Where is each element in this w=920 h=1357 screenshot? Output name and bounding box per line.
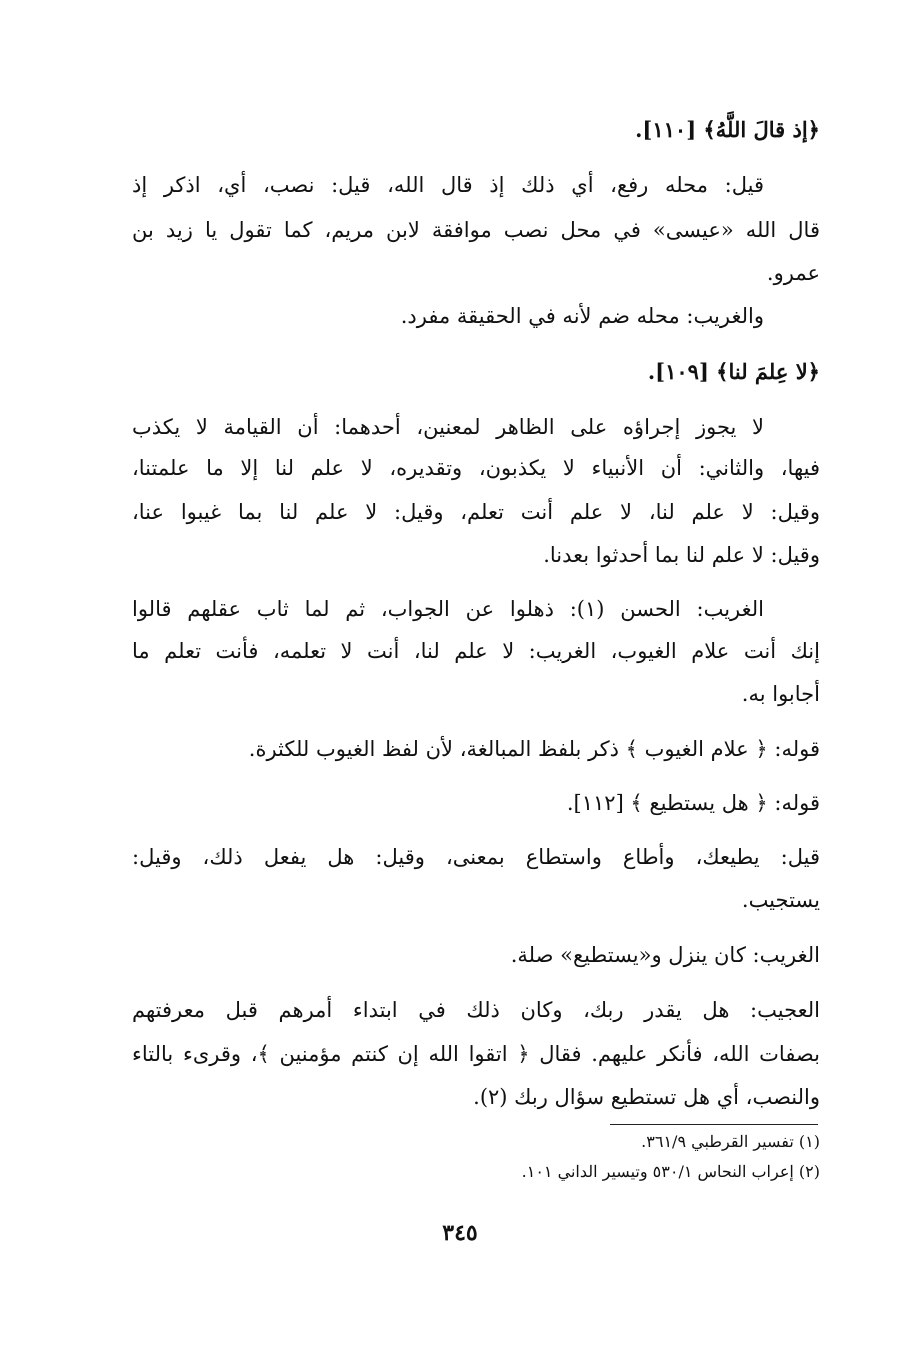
text-line: فيها، والثاني: أن الأنبياء لا يكذبون، وتقديره، لا علم لنا إلا ما علمتنا، xyxy=(132,456,820,480)
text-line: قوله: ﴿ هل يستطيع ﴾ [١١٢]. xyxy=(566,791,820,815)
text-line: إنك أنت علام الغيوب، الغريب: لا علم لنا، أنت لا تعلمه، فأنت تعلم ما xyxy=(132,639,820,663)
text-line: بصفات الله، فأنكر عليهم. فقال ﴿ اتقوا الله إن كنتم مؤمنين ﴾، وقرىء بالتاء xyxy=(132,1042,820,1066)
text-line: وقيل: لا علم لنا بما أحدثوا بعدنا. xyxy=(543,543,820,567)
text-line: قوله: ﴿ علام الغيوب ﴾ ذكر بلفظ المبالغة، لأن لفظ الغيوب للكثرة. xyxy=(248,737,820,761)
footnote-1: (١) تفسير القرطبي ٣٦١/٩. xyxy=(641,1132,820,1151)
page-number: ٣٤٥ xyxy=(442,1220,478,1246)
text-line: والغريب: محله ضم لأنه في الحقيقة مفرد. xyxy=(400,304,764,328)
text-line: العجيب: هل يقدر ربك، وكان ذلك في ابتداء أمرهم قبل معرفتهم xyxy=(132,998,820,1022)
text-line: والنصب، أي هل تستطيع سؤال ربك (٢). xyxy=(473,1085,820,1109)
text-line: أجابوا به. xyxy=(741,682,820,706)
text-line: يستجيب. xyxy=(741,888,820,912)
verse-heading-110: ﴿إذ قالَ اللَّهُ﴾ [١١٠]. xyxy=(635,117,820,142)
text-line: قيل: محله رفع، أي ذلك إذ قال الله، قيل: نصب، أي، اذكر إذ xyxy=(132,173,764,197)
text-line: لا يجوز إجراؤه على الظاهر لمعنين، أحدهما: أن القيامة لا يكذب xyxy=(132,415,764,439)
text-line: قال الله «عيسى» في محل نصب موافقة لابن مريم، كما تقول يا زيد بن xyxy=(132,218,820,242)
text-line: الغريب: الحسن (١): ذهلوا عن الجواب، ثم لما ثاب عقلهم قالوا xyxy=(132,597,764,621)
text-line: قيل: يطيعك، وأطاع واستطاع بمعنى، وقيل: هل يفعل ذلك، وقيل: xyxy=(132,845,820,869)
text-line: الغريب: كان ينزل و«يستطيع» صلة. xyxy=(510,943,820,967)
verse-heading-109: ﴿لا عِلمَ لنا﴾ [١٠٩]. xyxy=(647,359,820,384)
footnote-divider xyxy=(610,1124,818,1125)
text-line: عمرو. xyxy=(766,261,820,285)
text-line: وقيل: لا علم لنا، لا علم أنت تعلم، وقيل: لا علم لنا بما غيبوا عنا، xyxy=(132,500,820,524)
footnote-2: (٢) إعراب النحاس ٥٣٠/١ وتيسير الداني ١٠١. xyxy=(521,1162,820,1181)
